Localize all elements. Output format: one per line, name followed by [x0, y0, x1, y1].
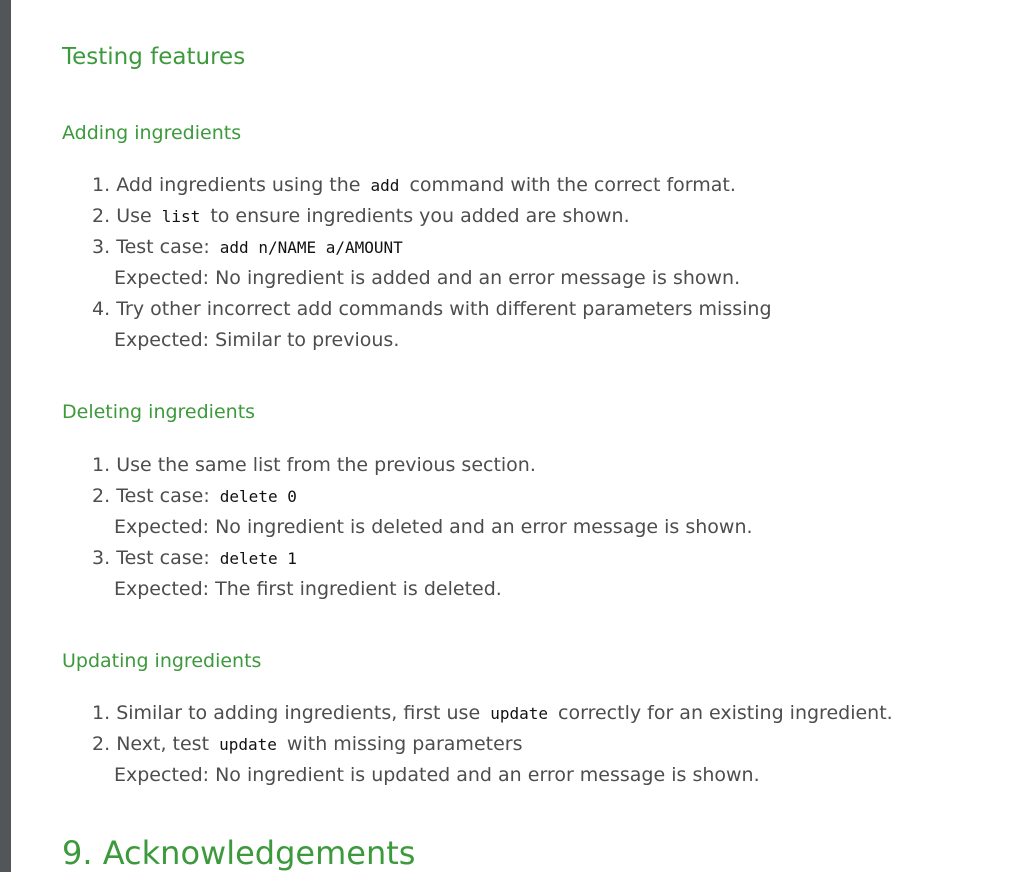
subsection-title-adding: Adding ingredients [62, 122, 242, 144]
item-number: 3. [92, 236, 111, 258]
item-text: Next, test [116, 733, 210, 755]
expected-result: Expected: Similar to previous. [114, 329, 400, 351]
viewer-left-edge [0, 0, 11, 872]
list-item [92, 232, 772, 294]
code-snippet: add [370, 176, 400, 195]
list-item [92, 450, 753, 481]
item-number: 1. [92, 454, 111, 476]
item-number: 2. [92, 205, 111, 227]
code-snippet: update [219, 735, 277, 754]
item-number: 1. [92, 702, 111, 724]
item-text: correctly for an existing ingredient. [558, 702, 893, 724]
item-text: Similar to adding ingredients, first use [116, 702, 481, 724]
item-text: command with the correct format. [409, 174, 736, 196]
item-number: 2. [92, 485, 111, 507]
updating-steps-list [92, 698, 893, 791]
item-text: Test case: [116, 547, 210, 569]
code-snippet: delete 1 [219, 549, 297, 568]
list-item [92, 201, 772, 232]
list-item [92, 481, 753, 543]
code-snippet: list [161, 207, 201, 226]
section-title: Testing features [62, 44, 246, 70]
item-text: Try other incorrect add commands with different parameters missing [116, 298, 772, 320]
expected-result: Expected: No ingredient is added and an error message is shown. [114, 267, 741, 289]
subsection-title-deleting: Deleting ingredients [62, 401, 256, 423]
item-number: 4. [92, 298, 111, 320]
code-snippet: update [490, 704, 548, 723]
item-text: Add ingredients using the [116, 174, 361, 196]
code-snippet: add n/NAME a/AMOUNT [219, 238, 403, 257]
expected-result: Expected: The first ingredient is deleted. [114, 578, 502, 600]
item-number: 2. [92, 733, 111, 755]
item-text: Test case: [116, 485, 210, 507]
subsection-title-updating: Updating ingredients [62, 650, 262, 672]
list-item [92, 698, 893, 729]
list-item [92, 729, 893, 791]
item-text: Use [116, 205, 152, 227]
chapter-title: 9. Acknowledgements [62, 834, 416, 872]
list-item [92, 294, 772, 356]
item-number: 3. [92, 547, 111, 569]
item-text: with missing parameters [286, 733, 523, 755]
code-snippet: delete 0 [219, 487, 297, 506]
expected-result: Expected: No ingredient is deleted and an error message is shown. [114, 516, 753, 538]
deleting-steps-list [92, 450, 753, 605]
item-text: Use the same list from the previous section. [116, 454, 536, 476]
list-item [92, 543, 753, 605]
item-text: Test case: [116, 236, 210, 258]
adding-steps-list [92, 170, 772, 356]
item-text: to ensure ingredients you added are shown. [210, 205, 630, 227]
expected-result: Expected: No ingredient is updated and an error message is shown. [114, 764, 760, 786]
list-item [92, 170, 772, 201]
item-number: 1. [92, 174, 111, 196]
